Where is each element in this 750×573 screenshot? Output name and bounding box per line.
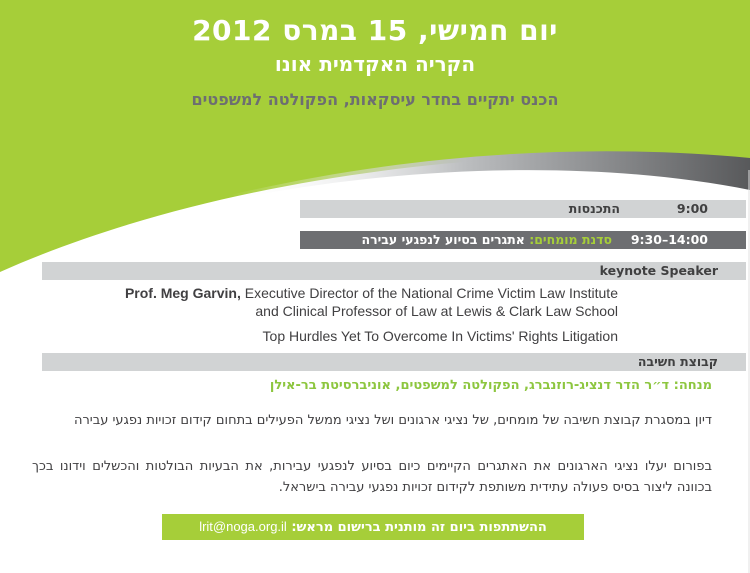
schedule-session-bar <box>300 231 746 249</box>
registration-email-link[interactable]: lrit@noga.org.il <box>199 519 287 534</box>
event-venue: הקריה האקדמית אונו <box>274 52 476 76</box>
keynote-topic: Top Hurdles Yet To Overcome In Victims' Rights Litigation <box>262 328 618 344</box>
registration-time: 9:00 <box>676 201 708 216</box>
registration-text: ההשתתפות ביום זה מותנית ברישום מראש: <box>291 520 547 535</box>
schedule-registration-bar <box>300 200 746 218</box>
session-label-wrap <box>361 231 612 249</box>
session-label-prefix: סדנת מומחים: <box>529 232 612 247</box>
keynote-heading: keynote Speaker <box>42 262 746 280</box>
keynote-speaker-title-1: Executive Director of the National Crime Victim Law Institute <box>244 285 618 301</box>
keynote-details <box>58 284 618 345</box>
keynote-speaker-line1 <box>58 284 618 302</box>
moderator-line: מנחה: ד״ר הדר דנציג-רוזנברג, הפקולטה למשפטים, אוניברסיטת בר-אילן <box>269 378 712 393</box>
keynote-speaker-title-2: and Clinical Professor of Law at Lewis & Clark Law School <box>255 303 618 319</box>
registration-label: התכנסות <box>568 201 620 216</box>
event-date: יום חמישי, 15 במרס 2012 <box>192 14 558 47</box>
session-time: 14:00–9:30 <box>630 232 708 247</box>
keynote-speaker-name: Prof. Meg Garvin, <box>124 285 241 301</box>
session-label: אתגרים בסיוע לנפגעי עבירה <box>361 232 525 247</box>
event-hall: הכנס יתקיים בחדר עיסקאות, הפקולטה למשפטים <box>191 90 559 109</box>
registration-banner <box>162 514 584 540</box>
think-tank-paragraph-1: דיון במסגרת קבוצת חשיבה של מומחים, של נציגי ארגונים ושל נציגי ממשל הפעילים בתחום קידום זכויות נפגעי עבירה <box>73 413 712 428</box>
think-tank-paragraph-2: בפורום יעלו נציגי הארגונים את האתגרים הקיימים כיום בסיוע לנפגעי עבירות, את הבעיות הבולטות והכשלים וידונו בכך בכוונה ליצור בסיס פעולה עתידית משותפת לקידום זכויות נפגעי עבירה בישראל. <box>32 459 712 495</box>
think-tank-heading: קבוצת חשיבה <box>42 353 746 371</box>
